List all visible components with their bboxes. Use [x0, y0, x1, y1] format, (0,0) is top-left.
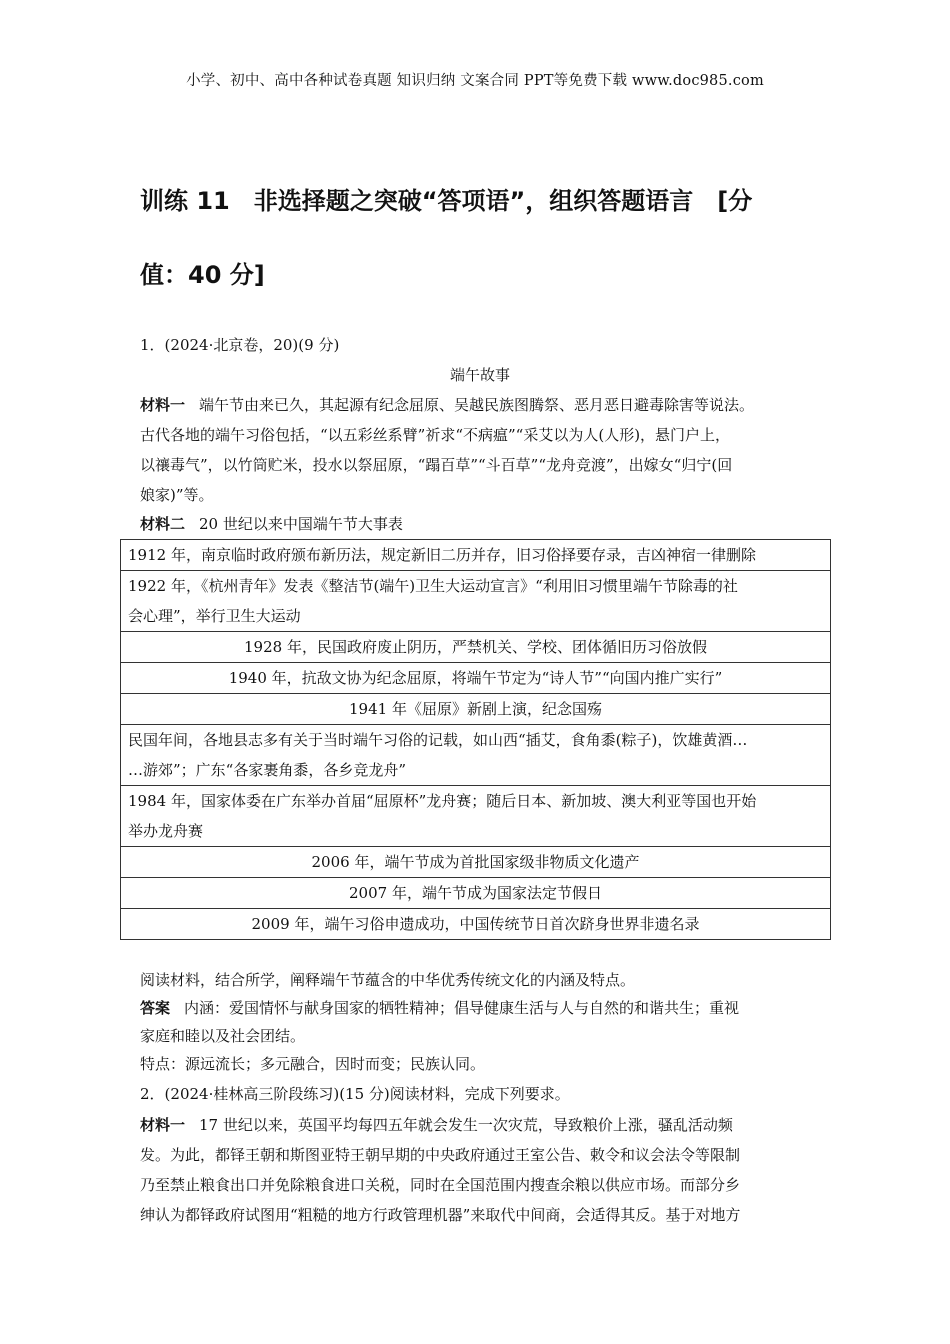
q1-material2-label: 材料二 — [140, 515, 186, 533]
table-row — [121, 847, 831, 878]
table-row — [121, 632, 831, 663]
table-row — [121, 909, 831, 940]
q1-material1-line-2: 古代各地的端午习俗包括，“以五彩丝系臂”祈求“不病瘟”“采艾以为人(人形)，悬门户上， — [140, 426, 731, 444]
q1-material1-text-1: 端午节由来已久，其起源有纪念屈原、吴越民族图腾祭、恶月恶日避毒除害等说法。 — [199, 396, 755, 414]
table-row — [121, 540, 831, 571]
q2-material1-line-3: 乃至禁止粮食出口并免除粮食进口关税，同时在全国范围内搜查余粮以供应市场。而部分乡 — [140, 1176, 741, 1194]
q1-material1-label: 材料一 — [140, 396, 186, 414]
q1-material1-line-3: 以禳毒气”，以竹筒贮米，投水以祭屈原，“蹋百草”“斗百草”“龙舟竞渡”，出嫁女“归宁(回 — [140, 456, 733, 474]
table-cell-line: …游郊”；广东“各家裹角黍，各乡竞龙舟” — [128, 761, 407, 779]
table-cell: 2009 年，端午习俗申遗成功，中国传统节日首次跻身世界非遗名录 — [121, 909, 831, 940]
dragon-boat-events-table — [120, 539, 831, 940]
table-cell — [121, 571, 831, 632]
table-cell: 1928 年，民国政府废止阴历，严禁机关、学校、团体循旧历习俗放假 — [121, 632, 831, 663]
table-cell: 2007 年，端午节成为国家法定节假日 — [121, 878, 831, 909]
table-row — [121, 694, 831, 725]
table-row — [121, 725, 831, 786]
table-cell — [121, 786, 831, 847]
q1-question: 阅读材料，结合所学，阐释端午节蕴含的中华优秀传统文化的内涵及特点。 — [140, 971, 636, 989]
table-cell-line: 1984 年，国家体委在广东举办首届“屈原杯”龙舟赛；随后日本、新加坡、澳大利亚等国也开始 — [128, 792, 757, 810]
q2-material1-line-4: 绅认为都铎政府试图用“粗糙的地方行政管理机器”来取代中间商，会适得其反。基于对地方 — [140, 1206, 741, 1224]
q2-material1-line-1 — [140, 1110, 820, 1140]
table-cell: 1941 年《屈原》新剧上演，纪念国殇 — [121, 694, 831, 725]
q1-answer-line-2: 家庭和睦以及社会团结。 — [140, 1027, 306, 1045]
table-cell: 1940 年，抗敌文协为纪念屈原，将端午节定为“诗人节”“向国内推广实行” — [121, 663, 831, 694]
q1-story-title: 端午故事 — [449, 366, 510, 384]
exercise-title-line-1: 训练 11 非选择题之突破“答项语”，组织答题语言 [分 — [140, 187, 753, 215]
page-header: 小学、初中、高中各种试卷真题 知识归纳 文案合同 PPT等免费下载 www.doc985.com — [186, 73, 764, 89]
table-cell-line: 举办龙舟赛 — [128, 822, 204, 840]
table-row — [121, 786, 831, 847]
q1-answer-text-1: 内涵：爱国情怀与献身国家的牺牲精神；倡导健康生活与人与自然的和谐共生；重视 — [184, 999, 740, 1017]
q1-features: 特点：源远流长；多元融合，因时而变；民族认同。 — [140, 1055, 486, 1073]
q2-heading: 2．(2024·桂林高三阶段练习)(15 分)阅读材料，完成下列要求。 — [140, 1085, 570, 1103]
table-row — [121, 571, 831, 632]
table-row — [121, 878, 831, 909]
table-cell-line: 会心理”，举行卫生大运动 — [128, 607, 301, 625]
q1-material1-line-4: 娘家)”等。 — [140, 486, 214, 504]
table-cell-line: 1922 年，《杭州青年》发表《整洁节(端午)卫生大运动宣言》“利用旧习惯里端午节除毒的社 — [128, 577, 738, 595]
q2-material1-text-1: 17 世纪以来，英国平均每四五年就会发生一次灾荒，导致粮价上涨，骚乱活动频 — [199, 1116, 733, 1134]
q1-material2-title: 20 世纪以来中国端午节大事表 — [199, 515, 403, 533]
q1-material2-line — [140, 509, 820, 539]
q2-material1-label: 材料一 — [140, 1116, 186, 1134]
q1-heading: 1．(2024·北京卷，20)(9 分) — [140, 336, 340, 354]
q1-material1-line-1 — [140, 390, 820, 420]
table-cell — [121, 725, 831, 786]
exercise-title-line-2: 值：40 分] — [140, 261, 265, 289]
table-cell-line: 民国年间，各地县志多有关于当时端午习俗的记载，如山西“插艾，食角黍(粽子)，饮雄黄酒… — [128, 731, 748, 749]
q1-answer-line-1 — [140, 993, 820, 1023]
table-cell: 1912 年，南京临时政府颁布新历法，规定新旧二历并存，旧习俗择要存录，吉凶神宿一律删除 — [121, 540, 831, 571]
table-cell: 2006 年，端午节成为首批国家级非物质文化遗产 — [121, 847, 831, 878]
table-row — [121, 663, 831, 694]
q2-material1-line-2: 发。为此，都铎王朝和斯图亚特王朝早期的中央政府通过王室公告、敕令和议会法令等限制 — [140, 1146, 741, 1164]
q1-answer-label: 答案 — [140, 999, 171, 1017]
